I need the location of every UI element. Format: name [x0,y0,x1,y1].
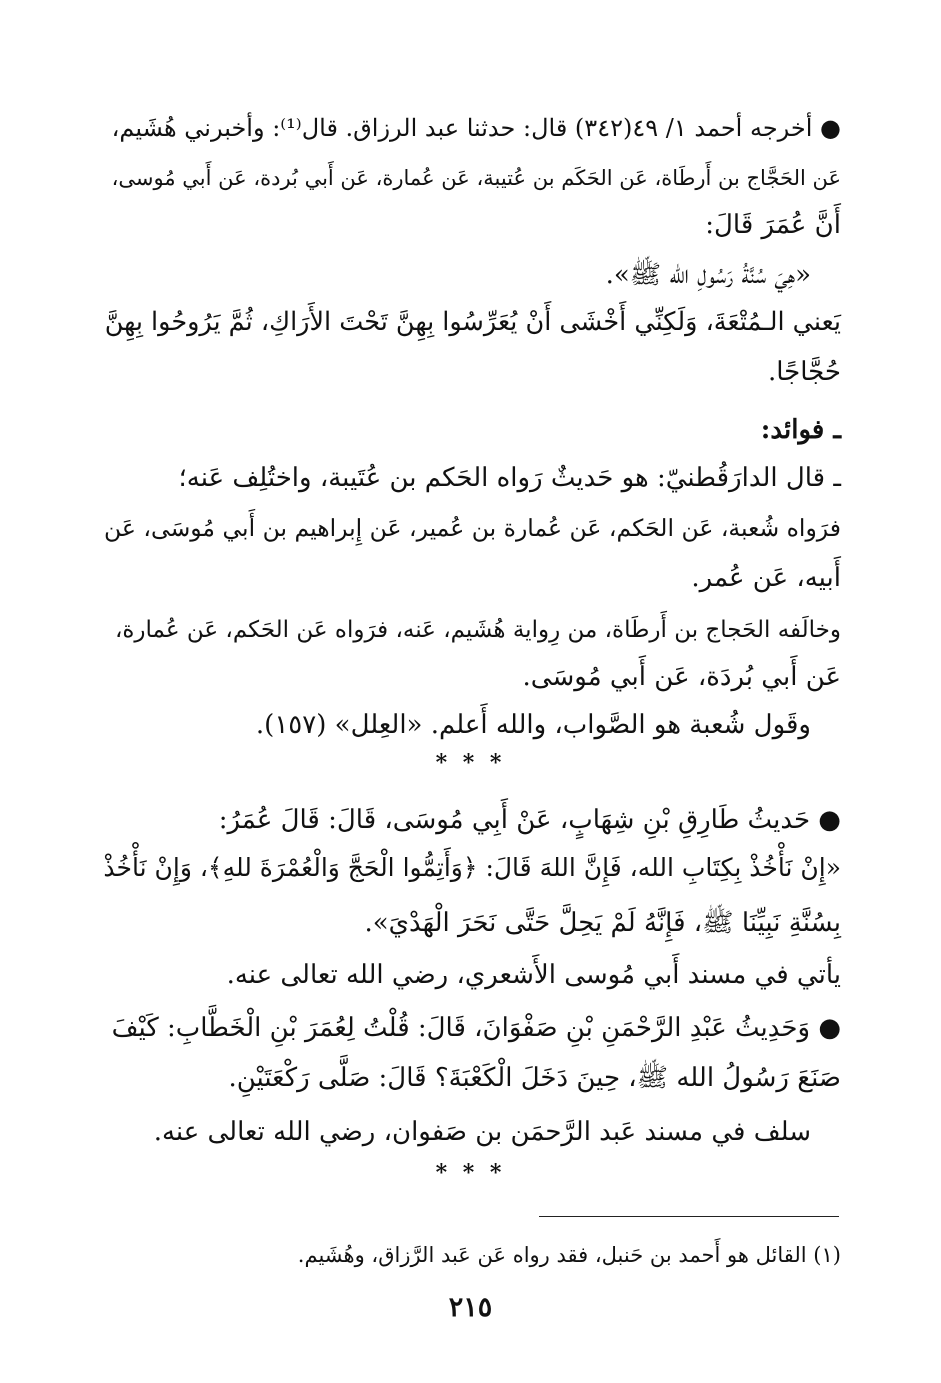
text-line: ● حَديثُ طَارِقِ بْنِ شِهَابٍ، عَنْ أَبِي مُوسَى، قَالَ: قَالَ عُمَرُ: [218,805,841,835]
text-line: بِسُنَّةِ نَبِيِّنَا ﷺ، فَإِنَّهُ لَمْ يَحِلَّ حَتَّى نَحَرَ الْهَدْيَ». [364,908,841,938]
quote-line: «هِيَ سُنَّةُ رَسُولِ الله ﷺ». [605,260,811,290]
separator-stars: * * * [435,750,506,776]
text-line: عَن الحَجَّاج بن أَرطَاة، عَن الحَكَم بن عُتيبة، عَن عُمارة، عَن أَبي بُردة، عَن أَبي مُوسى، [111,166,841,190]
text-line: ● وَحَدِيثُ عَبْدِ الرَّحْمَنِ بْنِ صَفْوَانَ، قَالَ: قُلْتُ لِعُمَرَ بْنِ الْخَطَّابِ: كَيْفَ [111,1013,841,1043]
text-line: عَن أَبي بُردَة، عَن أَبي مُوسَى. [522,662,841,692]
text-line: «إِنْ نَأْخُذْ بِكِتَابِ الله، فَإِنَّ اللهَ قَالَ: ﴿وَأَتِمُّوا الْحَجَّ وَالْعُمْرَةَ للهِ﴾، وَإِنْ نَأْخُذْ [103,853,841,882]
text-line: صَنَعَ رَسُولُ الله ﷺ، حِينَ دَخَلَ الْكَعْبَةَ؟ قَالَ: صَلَّى رَكْعَتَيْنِ. [228,1063,841,1093]
text-line: فرَواه شُعبة، عَن الحَكم، عَن عُمارة بن عُمير، عَن إِبراهيم بن أَبي مُوسَى، عَن [104,514,841,542]
text-line: أَنَّ عُمَرَ قَالَ: [705,210,841,240]
text-line: يأتي في مسند أَبي مُوسى الأَشعري، رضي الله تعالى عنه. [226,960,841,990]
section-heading: ـ فوائد: [760,415,841,445]
separator-stars: * * * [435,1160,506,1186]
text-line: أَبيه، عَن عُمر. [691,563,841,593]
text-line: يَعني الـمُتْعَةَ، وَلَكِنِّي أَخْشَى أَنْ يُعَرِّسُوا بِهِنَّ تَحْتَ الأَرَاكِ، ثُمَّ يَرُوحُوا بِهِنَّ [104,307,841,337]
text-line: وقَول شُعبة هو الصَّواب، والله أَعلم. «العِلل» (١٥٧). [255,710,811,740]
text-line: سلف في مسند عَبد الرَّحمَن بن صَفوان، رضي الله تعالى عنه. [153,1117,811,1147]
text-line: ● أخرجه أحمد ١/ ٤٩(٣٤٢) قال: حدثنا عبد الرزاق. قال⁽¹⁾: وأخبرني هُشَيم، [111,114,841,142]
text-line: ـ قال الدارَقُطنيّ: هو حَديثٌ رَواه الحَكم بن عُتَيبة، واختُلِف عَنه؛ [178,463,841,493]
footnote: (١) القائل هو أَحمد بن حَنبل، فقد رواه عَن عَبد الرَّزاق، وهُشَيم. [297,1243,841,1267]
text-line: وخالَفه الحَجاج بن أَرطَاة، من رِواية هُشَيم، عَنه، فرَواه عَن الحَكم، عَن عُمارة، [114,617,841,643]
footnote-rule [539,1216,839,1217]
page-number: ٢١٥ [448,1292,493,1323]
text-line: حُجَّاجًا. [767,357,841,387]
